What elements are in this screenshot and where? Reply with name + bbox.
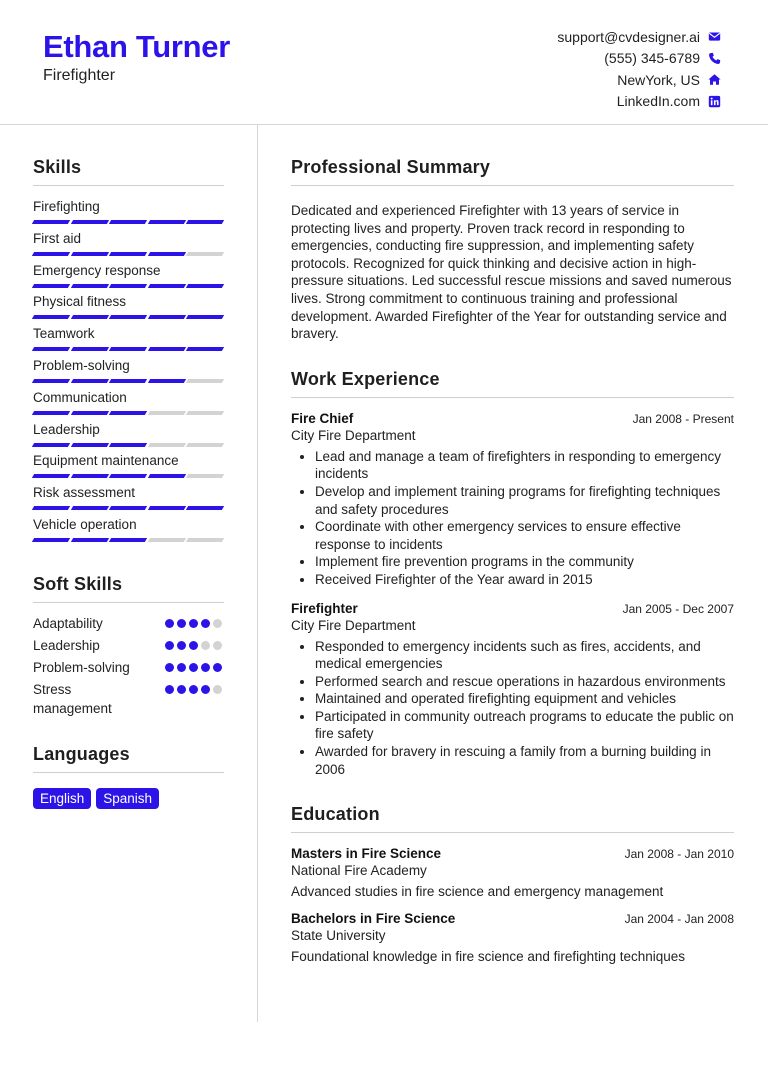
rating-dot	[189, 641, 198, 650]
job-entry	[291, 601, 734, 779]
rating-dot	[213, 619, 222, 628]
skill-level-segment	[186, 347, 224, 351]
skill-level-segment	[148, 506, 186, 510]
skill-level-segment	[186, 315, 224, 319]
skill-level-segment	[32, 220, 70, 224]
rating-dot	[201, 641, 210, 650]
soft-skills-list	[33, 614, 224, 718]
skill-level-bar	[33, 538, 224, 542]
skill-level-segment	[109, 220, 147, 224]
job-organization: City Fire Department	[291, 427, 416, 443]
skill-label: First aid	[33, 230, 82, 246]
skill-label: Firefighting	[33, 199, 100, 214]
skill-item	[33, 422, 224, 454]
rating-dot	[213, 663, 222, 672]
skill-level-segment	[148, 474, 186, 478]
skill-level-segment	[109, 474, 147, 478]
languages-heading: Languages	[33, 744, 224, 773]
skill-level-segment	[186, 284, 224, 288]
languages-list	[33, 788, 224, 809]
experience-heading: Work Experience	[291, 369, 734, 398]
soft-skill-label: Stress management	[33, 681, 112, 716]
skill-level-bar	[33, 506, 224, 510]
skill-item	[33, 326, 224, 358]
skill-level-segment	[186, 506, 224, 510]
skill-item	[33, 485, 224, 517]
skill-level-segment	[109, 315, 147, 319]
skill-level-segment	[109, 284, 147, 288]
skill-label: Leadership	[33, 421, 100, 437]
skill-level-segment	[148, 347, 186, 351]
summary-text: Dedicated and experienced Firefighter with 13 years of service in protecting lives and property. Proven track record in responding to emergencies, conducting fire suppression, and implementing safety protocols. Recognized for quick thinking and decisive action in high-pressure situations. Led successful rescue missions and saved numerous lives. Strong commitment to continuous training and professional development. Awarded Firefighter of the Year for outstanding service and bravery.	[291, 203, 732, 342]
soft-skill-item	[33, 680, 224, 718]
skill-label: Vehicle operation	[33, 516, 137, 532]
skills-heading: Skills	[33, 157, 224, 186]
rating-dot	[189, 619, 198, 628]
skill-item	[33, 263, 224, 295]
skill-level-segment	[70, 315, 108, 319]
skill-level-segment	[186, 411, 224, 415]
soft-skill-label: Adaptability	[33, 615, 103, 631]
soft-skill-label: Problem-solving	[33, 659, 130, 675]
skill-level-segment	[32, 538, 70, 542]
rating-dot	[177, 685, 186, 694]
candidate-name: Ethan Turner	[43, 29, 231, 64]
skill-level-segment	[109, 252, 147, 256]
job-bullets	[291, 448, 734, 589]
skill-level-segment	[32, 284, 70, 288]
skill-level-bar	[33, 252, 224, 256]
soft-skill-rating	[165, 614, 222, 628]
skill-level-segment	[186, 379, 224, 383]
school-name: State University	[291, 928, 386, 944]
phone-icon	[707, 51, 721, 65]
skill-level-segment	[148, 443, 186, 447]
skill-level-bar	[33, 443, 224, 447]
skill-level-segment	[70, 284, 108, 288]
job-bullet: • Maintained and operated firefighting equipment and vehicles	[315, 690, 734, 708]
rating-dot	[177, 619, 186, 628]
rating-dot	[201, 663, 210, 672]
envelope-icon	[707, 30, 721, 44]
skill-label: Communication	[33, 389, 127, 405]
contact-email[interactable]	[557, 26, 721, 48]
skill-item	[33, 390, 224, 422]
skill-level-segment	[70, 443, 108, 447]
skill-level-bar	[33, 284, 224, 288]
rating-dot	[165, 641, 174, 650]
skill-label: Risk assessment	[33, 485, 136, 501]
soft-skill-item	[33, 636, 224, 655]
job-date: Jan 2008 - Present	[632, 411, 734, 426]
language-badge: English	[33, 788, 91, 809]
job-date: Jan 2005 - Dec 2007	[622, 601, 734, 616]
rating-dot	[165, 619, 174, 628]
skill-label: Emergency response	[33, 262, 161, 278]
skill-level-segment	[32, 443, 70, 447]
candidate-title: Firefighter	[43, 67, 116, 84]
skill-level-segment	[109, 538, 147, 542]
rating-dot	[177, 663, 186, 672]
left-column	[33, 157, 224, 809]
rating-dot	[213, 641, 222, 650]
education-header	[291, 846, 734, 861]
soft-skill-rating	[165, 658, 222, 672]
education-entry	[291, 846, 734, 899]
skill-level-segment	[109, 506, 147, 510]
contact-linkedin[interactable]	[557, 91, 721, 113]
soft-skill-label: Leadership	[33, 637, 100, 653]
skill-level-segment	[70, 538, 108, 542]
rating-dot	[165, 685, 174, 694]
skill-level-segment	[148, 284, 186, 288]
contact-list	[557, 26, 721, 112]
job-organization: City Fire Department	[291, 617, 416, 633]
skill-item	[33, 453, 224, 485]
education-description: Advanced studies in fire science and emergency management	[291, 884, 664, 900]
skill-level-segment	[70, 411, 108, 415]
rating-dot	[189, 663, 198, 672]
summary-heading: Professional Summary	[291, 157, 734, 186]
education-heading: Education	[291, 804, 734, 833]
contact-linkedin-text: LinkedIn.com	[616, 93, 700, 110]
skill-level-segment	[148, 379, 186, 383]
school-name: National Fire Academy	[291, 863, 427, 879]
language-badge: Spanish	[96, 788, 159, 809]
job-bullet: • Develop and implement training programs for firefighting techniques and safety procedures	[315, 483, 734, 518]
skill-level-segment	[109, 347, 147, 351]
experience-section	[291, 369, 734, 779]
skill-level-bar	[33, 474, 224, 478]
skill-level-segment	[32, 347, 70, 351]
rating-dot	[201, 619, 210, 628]
skill-level-segment	[186, 220, 224, 224]
job-bullet: • Lead and manage a team of firefighters in responding to emergency incidents	[315, 448, 734, 483]
skill-level-segment	[32, 315, 70, 319]
contact-location-text: NewYork, US	[617, 71, 700, 88]
education-description: Foundational knowledge in fire science and firefighting techniques	[291, 949, 686, 965]
education-header	[291, 911, 734, 926]
job-bullet: • Responded to emergency incidents such as fires, accidents, and medical emergencies	[315, 638, 734, 673]
education-date: Jan 2008 - Jan 2010	[624, 847, 734, 862]
skill-level-segment	[70, 347, 108, 351]
skill-level-segment	[32, 411, 70, 415]
column-divider	[257, 125, 258, 1022]
skill-label: Teamwork	[33, 326, 95, 342]
job-entry	[291, 411, 734, 589]
skill-item	[33, 358, 224, 390]
skill-level-segment	[109, 443, 147, 447]
home-icon	[707, 73, 721, 87]
job-title: Fire Chief	[291, 410, 354, 426]
skill-level-segment	[148, 220, 186, 224]
skill-level-segment	[186, 443, 224, 447]
resume-header	[0, 0, 768, 125]
skill-label: Equipment maintenance	[33, 453, 179, 469]
rating-dot	[213, 685, 222, 694]
education-date: Jan 2004 - Jan 2008	[624, 912, 734, 927]
skill-level-bar	[33, 379, 224, 383]
linkedin-icon	[707, 94, 721, 108]
skill-level-segment	[186, 474, 224, 478]
education-list	[291, 846, 734, 964]
skill-level-segment	[148, 315, 186, 319]
soft-skills-heading: Soft Skills	[33, 574, 224, 603]
skill-level-bar	[33, 347, 224, 351]
skill-level-segment	[70, 220, 108, 224]
rating-dot	[165, 663, 174, 672]
contact-email-text: support@cvdesigner.ai	[557, 28, 700, 45]
job-bullets	[291, 638, 734, 779]
skill-level-segment	[148, 252, 186, 256]
soft-skills-section	[33, 574, 224, 718]
soft-skill-rating	[165, 636, 222, 650]
degree-title: Bachelors in Fire Science	[291, 911, 456, 927]
job-bullet: • Participated in community outreach programs to educate the public on fire safety	[315, 708, 734, 743]
languages-section	[33, 744, 224, 809]
skill-label: Physical fitness	[33, 294, 127, 310]
skill-level-segment	[32, 379, 70, 383]
jobs-list	[291, 411, 734, 779]
job-bullet: • Performed search and rescue operations in hazardous environments	[315, 673, 734, 691]
job-bullet: • Implement fire prevention programs in the community	[315, 553, 734, 571]
skill-level-segment	[148, 411, 186, 415]
rating-dot	[189, 685, 198, 694]
skill-level-segment	[70, 506, 108, 510]
rating-dot	[201, 685, 210, 694]
skill-item	[33, 517, 224, 549]
job-bullet: • Received Firefighter of the Year award in 2015	[315, 571, 734, 589]
skill-level-segment	[109, 411, 147, 415]
education-entry	[291, 911, 734, 964]
skill-level-segment	[186, 252, 224, 256]
skill-level-segment	[70, 474, 108, 478]
skill-item	[33, 231, 224, 263]
job-title: Firefighter	[291, 600, 358, 616]
skill-level-segment	[32, 474, 70, 478]
job-header	[291, 411, 734, 426]
education-section	[291, 804, 734, 964]
skills-list	[33, 199, 224, 549]
soft-skill-rating	[165, 680, 222, 694]
right-column	[291, 157, 734, 964]
skill-level-segment	[109, 379, 147, 383]
skill-level-segment	[32, 252, 70, 256]
skill-level-segment	[32, 506, 70, 510]
rating-dot	[177, 641, 186, 650]
skill-level-bar	[33, 411, 224, 415]
contact-phone-text: (555) 345-6789	[604, 50, 700, 67]
soft-skill-item	[33, 614, 224, 633]
skill-level-segment	[70, 252, 108, 256]
degree-title: Masters in Fire Science	[291, 846, 442, 862]
skill-item	[33, 294, 224, 326]
skill-level-bar	[33, 220, 224, 224]
skill-label: Problem-solving	[33, 357, 130, 373]
skill-level-bar	[33, 315, 224, 319]
soft-skill-item	[33, 658, 224, 677]
job-header	[291, 601, 734, 616]
skill-item	[33, 199, 224, 231]
contact-location	[557, 69, 721, 91]
contact-phone[interactable]	[557, 48, 721, 70]
job-bullet: • Awarded for bravery in rescuing a family from a burning building in 2006	[315, 743, 734, 778]
skill-level-segment	[186, 538, 224, 542]
job-bullet: • Coordinate with other emergency services to ensure effective response to incidents	[315, 518, 734, 553]
skill-level-segment	[70, 379, 108, 383]
skill-level-segment	[148, 538, 186, 542]
